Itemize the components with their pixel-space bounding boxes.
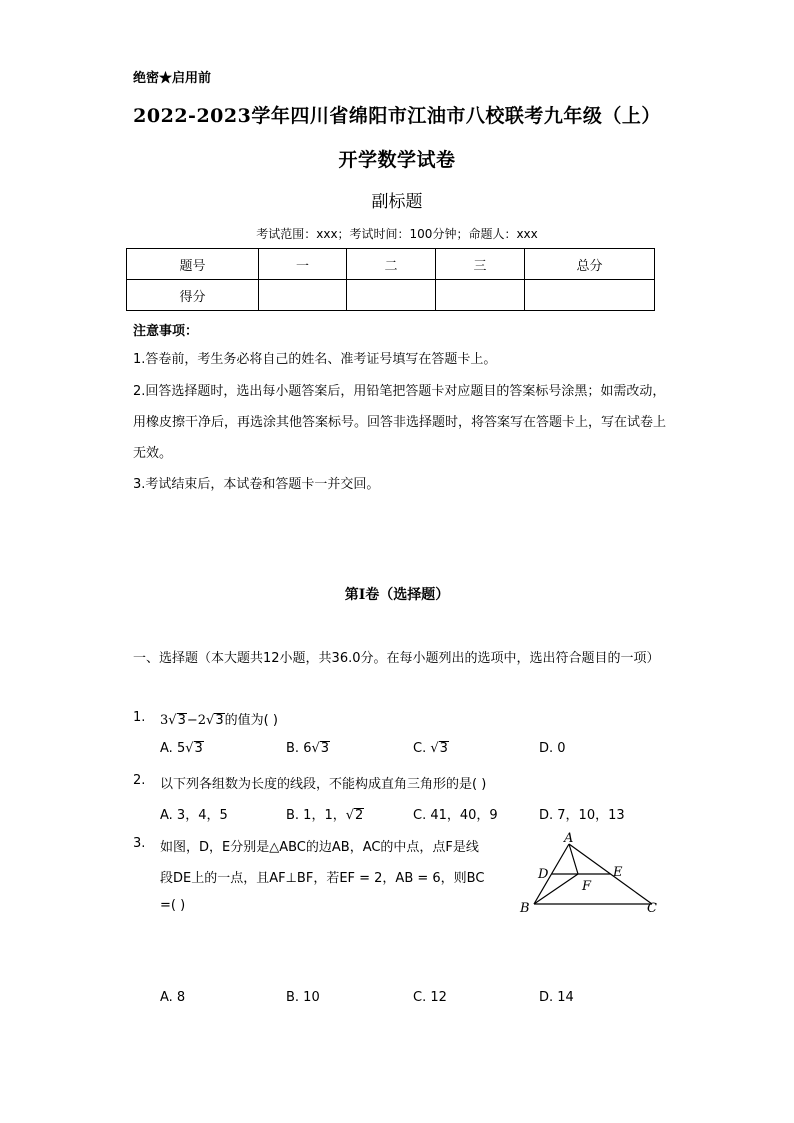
note-item-3: 3.考试结束后，本试卷和答题卡一并交回。 [133, 477, 380, 492]
option-c[interactable]: C. 41，40，9 [413, 808, 498, 823]
point-label-b: B [520, 901, 530, 916]
score-cell-empty[interactable] [347, 280, 436, 311]
point-label-e: E [613, 865, 623, 880]
question-stem-tail: 的值为( ) [224, 713, 278, 728]
question-number: 1. [133, 710, 146, 725]
question-stem-line1: 如图，D，E分别是△ABC的边AB，AC的中点，点F是线 [160, 840, 479, 855]
option-b[interactable]: B. 10 [286, 990, 320, 1005]
option-a[interactable]: A. 3，4，5 [160, 808, 228, 823]
exam-title-line2: 开学数学试卷 [338, 149, 456, 171]
score-cell-empty[interactable] [259, 280, 347, 311]
section-title: 第Ⅰ卷（选择题） [344, 587, 450, 603]
score-table-score-row [127, 280, 655, 311]
note-item-2: 2.回答选择题时，选出每小题答案后，用铅笔把答题卡对应题目的答案标号涂黑；如需改动，用橡皮擦干净后，再选涂其他答案标号。回答非选择题时，将答案写在答题卡上，写在试卷上无效。 [133, 384, 667, 461]
math-radicand: 3 [194, 741, 203, 756]
option-b[interactable]: B. 1，1，√2 [286, 808, 364, 823]
math-coef: 3 [160, 713, 169, 728]
question-stem-line2: 段DE上的一点，且AF⊥BF，若EF = 2，AB = 6，则BC [160, 871, 485, 886]
exam-subtitle: 副标题 [371, 192, 423, 212]
question-number: 2. [133, 773, 146, 788]
math-radicand: 3 [177, 713, 186, 728]
part-title: 一、选择题（本大题共12小题，共36.0分。在每小题列出的选项中，选出符合题目的一项） [133, 651, 660, 666]
math-coef: 6 [303, 741, 312, 756]
point-label-f: F [582, 879, 592, 894]
exam-info: 考试范围：xxx；考试时间：100分钟；命题人：xxx [256, 227, 538, 241]
math-radicand: 3 [215, 713, 224, 728]
score-table [126, 248, 655, 311]
triangle-figure [512, 832, 664, 918]
option-label: B. [286, 741, 300, 756]
question-number: 3. [133, 836, 146, 851]
score-row-label: 得分 [127, 280, 259, 311]
option-label: B. 1，1， [286, 808, 346, 823]
exam-title-line1: 2022-2023学年四川省绵阳市江油市八校联考九年级（上） [133, 105, 661, 127]
option-d[interactable]: D. 7，10，13 [539, 808, 625, 823]
score-cell-header: 题号 [127, 249, 259, 280]
question-stem: 3√3−2√3的值为( ) [160, 713, 278, 728]
option-label: A. [160, 741, 173, 756]
score-cell-header: 二 [347, 249, 436, 280]
option-c[interactable]: C. √3 [413, 741, 448, 756]
point-label-a: A [564, 832, 574, 846]
segment-af [569, 844, 578, 874]
option-d[interactable]: D. 14 [539, 990, 574, 1005]
math-radicand: 3 [439, 741, 448, 756]
option-d[interactable]: D. 0 [539, 741, 566, 756]
note-item-1: 1.答卷前，考生务必将自己的姓名、准考证号填写在答题卡上。 [133, 352, 497, 367]
score-table-header-row [127, 249, 655, 280]
option-c[interactable]: C. 12 [413, 990, 447, 1005]
top-secret-label: 绝密★启用前 [133, 71, 212, 86]
option-label: C. [413, 741, 427, 756]
option-b[interactable]: B. 6√3 [286, 741, 330, 756]
question-stem-line3: =( ) [160, 898, 186, 913]
score-cell-header: 总分 [525, 249, 655, 280]
score-cell-empty[interactable] [436, 280, 525, 311]
point-label-c: C [647, 901, 657, 916]
question-stem: 以下列各组数为长度的线段，不能构成直角三角形的是( ) [160, 777, 487, 792]
option-a[interactable]: A. 5√3 [160, 741, 203, 756]
point-label-d: D [538, 867, 549, 882]
math-radicand: 3 [320, 741, 330, 756]
math-radicand: 2 [355, 808, 364, 823]
math-coef: 5 [176, 741, 186, 756]
score-cell-header: 一 [259, 249, 347, 280]
notes-heading: 注意事项： [133, 324, 199, 339]
score-cell-empty[interactable] [525, 280, 655, 311]
math-minus: −2 [186, 713, 207, 728]
score-cell-header: 三 [436, 249, 525, 280]
option-a[interactable]: A. 8 [160, 990, 186, 1005]
